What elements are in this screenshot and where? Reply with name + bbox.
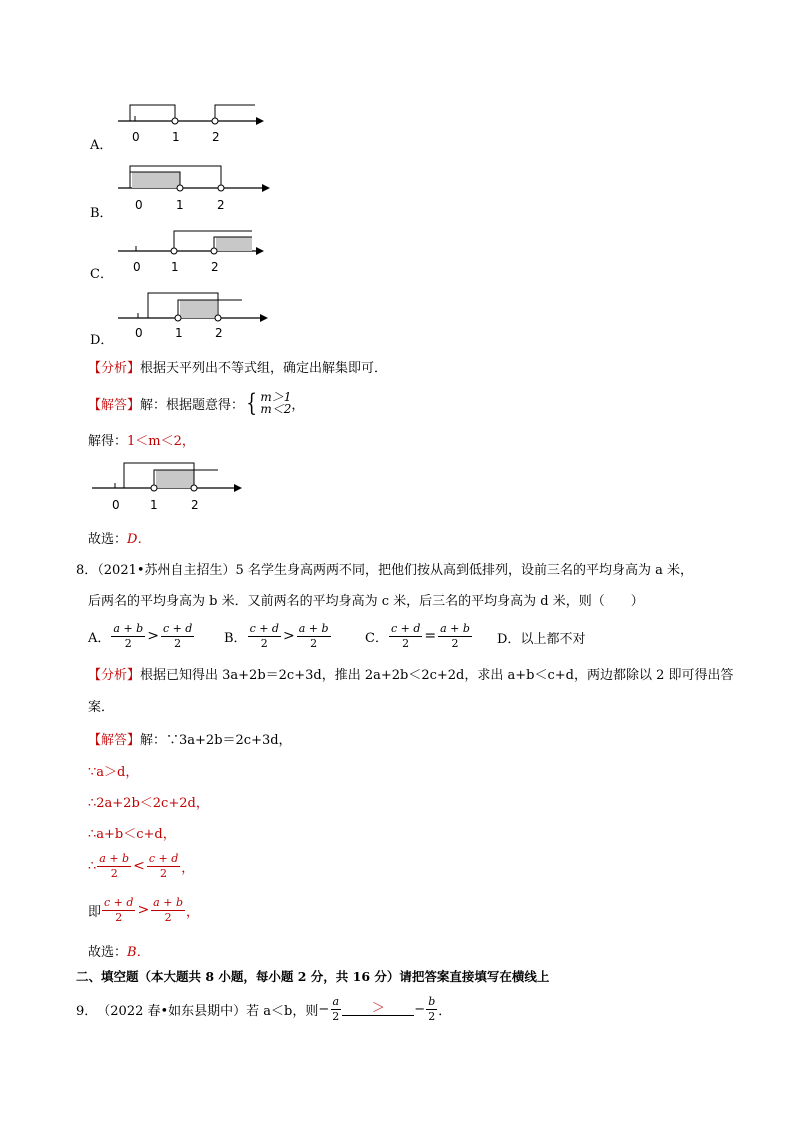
q8-step5 [88,849,194,883]
number-line-c [88,226,288,282]
step-text: ∵a＞d， [88,765,139,780]
step-prefix: 即 [88,904,102,920]
option-letter: C． [365,630,388,646]
q9 [76,992,451,1026]
choice-label: 故选： [88,945,128,960]
q7-option-b [88,160,288,221]
fraction: $\frac{a + b}{2}$ [153,895,183,924]
question-number: 9． [76,1003,98,1019]
tick-label: 0 [133,260,141,274]
q8-step2 [88,761,138,780]
step-end: ， [181,860,195,876]
answer-value: ＞ [371,1001,385,1016]
analysis-text: 根据天平列出不等式组，确定出解集即可． [140,361,388,376]
tick-label: 0 [132,130,140,144]
tick-label: 2 [217,198,225,212]
q7-option-d [88,288,288,346]
tick-label: 1 [150,498,158,512]
step-prefix: ∴ [88,858,97,874]
option-text: 以上都不对 [520,632,586,647]
option-letter: B． [90,206,113,221]
step-text: 解：∵3a+2b＝2c+3d， [140,733,292,748]
tick-label: 0 [112,498,120,512]
choice-label: 故选： [88,532,128,547]
q7-analysis [88,357,387,376]
step-text: ∴2a+2b＜2c+2d， [88,796,209,811]
q7-solve [88,430,195,449]
q8-step1 [88,729,292,748]
analysis-text: 根据已知得出 3a+2b＝2c+3d，推出 2a+2b＜2c+2d，求出 a+b＜c+d，两边都除以 2 即可得出答 [140,668,734,683]
relation-sign: = [424,628,437,644]
step-text: ∴a+b＜c+d， [88,827,176,842]
fraction: $\frac{a + b}{2}$ [298,621,329,650]
q8-analysis-line1 [88,664,734,683]
answer-intro: 解：根据题意得： [140,397,245,413]
number-line-solution [88,458,288,516]
fraction: $\frac{a}{2}$ [332,994,340,1023]
q7-option-c [88,226,288,282]
answer-tag: 【解答】 [88,397,141,413]
q8-stem-line1 [76,559,693,578]
q8-option-d [497,628,585,647]
question-source: （2022 春•如东县期中） [97,1003,247,1019]
analysis-tag: 【分析】 [88,668,141,683]
question-end: ． [438,1003,452,1019]
tick-label: 2 [215,326,223,340]
brace-icon: { [246,389,258,417]
system-row: m＜2 [260,402,292,416]
question-number: 8． [76,563,98,578]
option-letter: C． [90,267,113,282]
tick-label: 1 [175,326,183,340]
section-heading: 二、填空题（本大题共 8 小题，每小题 2 分，共 16 分）请把答案直接填写在横线上 [76,969,550,984]
analysis-tag: 【分析】 [88,361,141,376]
number-line-b [88,160,288,218]
minus-sign: − [414,1001,426,1017]
q7-answer [88,388,304,418]
relation-sign: < [133,858,145,874]
stem-text: 5 名学生身高两两不同，把他们按从高到低排列，设前三名的平均身高为 a 米， [235,563,693,578]
solve-label: 解得： [88,434,128,449]
option-letter: D． [90,333,114,348]
minus-sign: − [318,1001,330,1017]
option-letter: A． [88,630,111,646]
option-letter: B． [224,630,247,646]
fraction: $\frac{c + d}{2}$ [148,851,179,880]
system-end: ， [291,397,305,413]
number-line-d [88,288,288,346]
option-letter: D． [497,632,521,647]
q8-step6 [88,893,199,927]
question-source: （2021•苏州自主招生） [97,563,236,578]
fraction: $\frac{b}{2}$ [428,994,436,1023]
step-end: ， [185,904,199,920]
fraction: $\frac{a + b}{2}$ [113,621,144,650]
answer-tag: 【解答】 [88,733,141,748]
answer-blank[interactable] [342,1002,414,1016]
fraction: $\frac{c + d}{2}$ [390,621,421,650]
relation-sign: > [147,628,159,644]
tick-label: 2 [212,130,220,144]
fraction: $\frac{a + b}{2}$ [99,851,130,880]
q8-option-c [365,619,473,653]
solve-expr: 1＜m＜2， [127,434,195,449]
q8-step4 [88,823,176,842]
relation-sign: > [137,902,150,918]
option-letter: A． [90,138,113,153]
analysis-text: 案． [88,700,115,715]
stem-text: 后两名的平均身高为 b 米．又前两名的平均身高为 c 米，后三名的平均身高为 d 米，则（ ） [88,594,644,609]
q7-solution-line [88,458,288,516]
relation-sign: > [282,628,295,644]
number-line-a [88,100,288,152]
fraction: $\frac{c + d}{2}$ [104,895,134,924]
tick-label: 1 [176,198,184,212]
fraction: $\frac{a + b}{2}$ [440,621,470,650]
tick-label: 2 [191,498,199,512]
q8-analysis-line2 [88,696,114,715]
q8-stem-line2 [88,590,644,609]
q8-option-b [224,619,332,653]
tick-label: 2 [211,260,219,274]
q8-step3 [88,792,209,811]
q7-option-a [88,100,288,152]
question-text: 若 a＜b，则 [246,1003,319,1019]
tick-label: 0 [135,326,143,340]
fraction: $\frac{c + d}{2}$ [249,621,279,650]
fraction: $\frac{c + d}{2}$ [162,621,193,650]
tick-label: 0 [135,198,143,212]
choice-value: D． [127,532,151,547]
system-row: m＞1 [260,390,292,404]
q7-choice [88,528,150,547]
choice-value: B． [127,945,150,960]
tick-label: 1 [171,260,179,274]
q8-option-a [88,619,195,653]
q8-choice [88,941,150,960]
tick-label: 1 [172,130,180,144]
inequality-system [244,391,291,415]
